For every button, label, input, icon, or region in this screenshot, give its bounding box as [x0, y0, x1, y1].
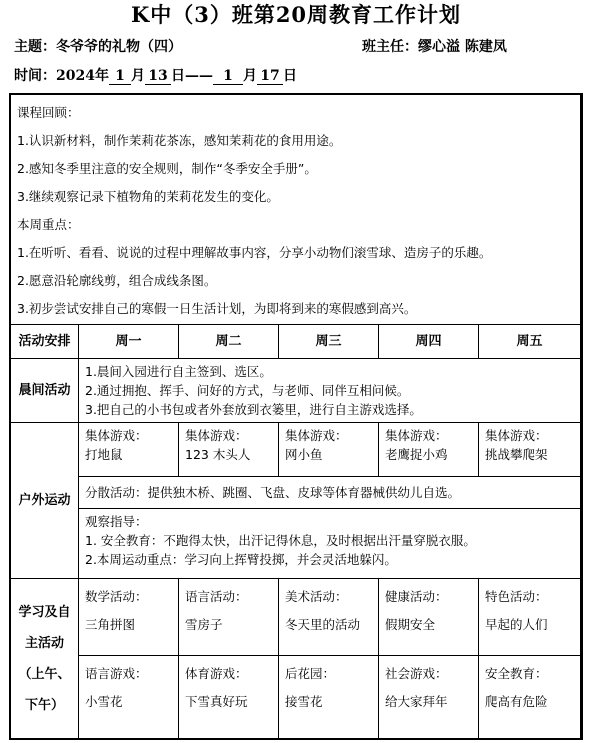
activity-title: 后花园：: [285, 666, 336, 681]
observation-guide: [79, 509, 581, 579]
time-month1: 1: [109, 68, 131, 85]
activity-name: 假期安全: [385, 617, 436, 632]
header-corner: 活动安排: [11, 325, 79, 359]
game-name: 123 木头人: [185, 447, 251, 462]
morning-line: 2.通过拥抱、挥手、问好的方式，与老师、同伴互相问候。: [85, 383, 410, 398]
focus-item: 3.初步尝试安排自己的寒假一日生活计划，为即将到来的寒假感到高兴。: [17, 301, 417, 316]
review-heading: 课程回顾：: [17, 105, 80, 120]
activity-name: 冬天里的活动: [285, 617, 361, 632]
learning-game: [379, 656, 479, 738]
activity-name: 三角拼图: [85, 617, 136, 632]
activity-title: 数学活动：: [85, 589, 148, 604]
time-year: 2024: [56, 68, 95, 84]
time-day1: 13: [145, 68, 171, 85]
header-day: 周四: [379, 325, 479, 359]
morning-line: 1.晨间入园进行自主签到、选区。: [85, 364, 272, 379]
header-day: 周一: [79, 325, 179, 359]
time-month-suffix2: 月: [242, 68, 257, 84]
time-month2: 1: [213, 68, 243, 85]
game-name: 老鹰捉小鸡: [385, 447, 448, 462]
course-review: [11, 95, 581, 325]
activity-title: 体育游戏：: [185, 666, 248, 681]
learning-label: [11, 579, 79, 738]
focus-heading: 本周重点：: [17, 217, 80, 232]
theme-value: 冬爷爷的礼物（四）: [56, 39, 182, 55]
activity-name: 下雪真好玩: [185, 694, 248, 709]
activity-name: 雪房子: [185, 617, 223, 632]
activity-name: 爬高有危险: [485, 694, 548, 709]
activity-title: 健康活动：: [385, 589, 448, 604]
game-title: 集体游戏：: [285, 428, 348, 443]
observe-line: 1. 安全教育：不跑得太快，出汗记得休息，及时根据出汗量穿脱衣服。: [85, 533, 476, 548]
learning-label-line: 下午）: [24, 697, 64, 713]
header-day: 周二: [179, 325, 279, 359]
observe-line: 2.本周运动重点：学习向上挥臂投掷，并会灵活地躲闪。: [85, 552, 397, 567]
activity-name: 给大家拜年: [385, 694, 448, 709]
learning-activity: [179, 579, 279, 656]
game-name: 网小鱼: [285, 447, 323, 462]
theme-label: 主题：: [14, 39, 56, 55]
time-line: [14, 66, 297, 86]
activity-title: 语言活动：: [185, 589, 248, 604]
time-month-suffix1: 月: [130, 68, 145, 84]
time-day-suffix2: 日: [282, 68, 297, 84]
focus-item: 1.在听听、看看、说说的过程中理解故事内容，分享小动物们滚雪球、造房子的乐趣。: [17, 245, 492, 260]
activity-title: 安全教育：: [485, 666, 548, 681]
time-year-suffix: 年: [94, 68, 109, 84]
learning-game: [79, 656, 179, 738]
outdoor-game: [479, 423, 581, 477]
activity-title: 社会游戏：: [385, 666, 448, 681]
learning-label-line: （上午、: [18, 666, 71, 682]
outdoor-game: [179, 423, 279, 477]
game-title: 集体游戏：: [185, 428, 248, 443]
teacher-line: [362, 37, 507, 57]
game-title: 集体游戏：: [85, 428, 148, 443]
time-day2: 17: [257, 68, 283, 85]
time-day-suffix1: 日——: [170, 68, 213, 84]
header-day: 周三: [279, 325, 379, 359]
outdoor-game: [279, 423, 379, 477]
outdoor-game: [379, 423, 479, 477]
game-name: 挑战攀爬架: [485, 447, 548, 462]
learning-game: [279, 656, 379, 738]
activity-name: 小雪花: [85, 694, 123, 709]
review-item: 2.感知冬季里注意的安全规则，制作“冬季安全手册”。: [17, 161, 317, 176]
theme-line: [14, 37, 182, 57]
learning-activity: [379, 579, 479, 656]
learning-game: [179, 656, 279, 738]
review-item: 1.认识新材料，制作茉莉花茶冻，感知茉莉花的食用用途。: [17, 133, 342, 148]
learning-label-line: 主活动: [24, 635, 64, 651]
review-item: 3.继续观察记录下植物角的茉莉花发生的变化。: [17, 189, 279, 204]
plan-table: [9, 93, 583, 740]
learning-activity: [279, 579, 379, 656]
activity-title: 美术活动：: [285, 589, 348, 604]
game-title: 集体游戏：: [385, 428, 448, 443]
activity-name: 早起的人们: [485, 617, 548, 632]
activity-title: 语言游戏：: [85, 666, 148, 681]
morning-content: [79, 359, 581, 423]
teacher-label: 班主任：: [362, 39, 418, 55]
outdoor-game: [79, 423, 179, 477]
header-day: 周五: [479, 325, 581, 359]
morning-line: 3.把自己的小书包或者外套放到衣篓里，进行自主游戏选择。: [85, 402, 422, 417]
learning-game: [479, 656, 581, 738]
morning-label: 晨间活动: [11, 359, 79, 423]
page-title: K中（3）班第20周教育工作计划: [130, 2, 462, 27]
observe-title: 观察指导：: [85, 514, 148, 529]
activity-name: 接雪花: [285, 694, 323, 709]
scattered-activity: [79, 477, 581, 509]
learning-label-line: 学习及自: [18, 604, 71, 620]
outdoor-label: 户外运动: [11, 423, 79, 579]
game-name: 打地鼠: [85, 447, 123, 462]
learning-activity: [79, 579, 179, 656]
activity-title: 特色活动：: [485, 589, 548, 604]
time-label: 时间：: [14, 68, 56, 84]
game-title: 集体游戏：: [485, 428, 548, 443]
learning-activity: [479, 579, 581, 656]
scattered-text: 分散活动：提供独木桥、跳圈、飞盘、皮球等体育器械供幼儿自选。: [85, 485, 461, 500]
teacher-value: 缪心溢 陈建凤: [418, 39, 507, 55]
focus-item: 2.愿意沿轮廓线剪，组合成线条图。: [17, 273, 217, 288]
